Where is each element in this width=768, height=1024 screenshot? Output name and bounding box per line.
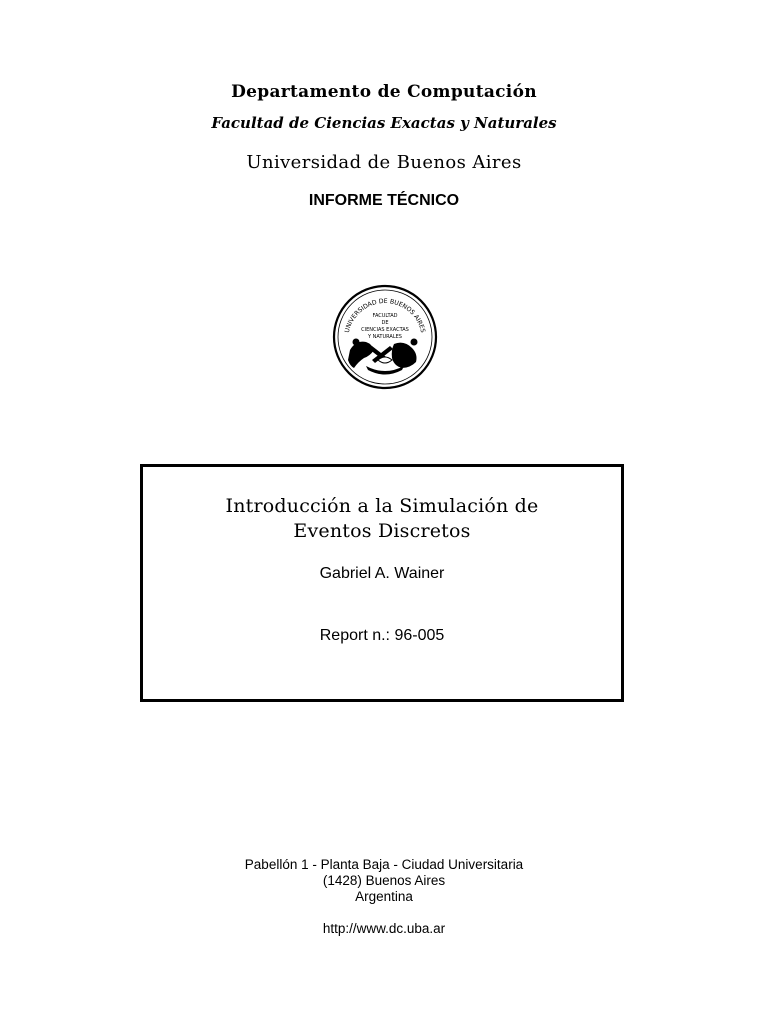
- university-seal-logo: [332, 284, 438, 390]
- report-title-box: [140, 464, 624, 702]
- address-line-3: Argentina: [355, 889, 413, 904]
- report-number: Report n.: 96-005: [319, 627, 445, 644]
- faculty-name: Facultad de Ciencias Exactas y Naturales: [211, 114, 557, 132]
- seal-center-line-4: Y NATURALES: [368, 334, 402, 340]
- seal-center-line-1: FACULTAD: [372, 313, 398, 319]
- seal-center-line-3: CIENCIAS EXACTAS: [361, 327, 409, 333]
- university-name: Universidad de Buenos Aires: [246, 152, 522, 173]
- report-author: Gabriel A. Wainer: [319, 565, 445, 582]
- seal-ring-text: UNIVERSIDAD DE BUENOS AIRES: [343, 297, 427, 334]
- seal-center-line-2: DE: [381, 320, 389, 326]
- address-line-1: Pabellón 1 - Planta Baja - Ciudad Universitaria: [244, 857, 524, 872]
- report-title-line-1: Introducción a la Simulación de: [225, 495, 539, 517]
- address-line-2: (1428) Buenos Aires: [322, 873, 446, 888]
- department-name: Departamento de Computación: [231, 82, 537, 102]
- report-type-heading: INFORME TÉCNICO: [308, 192, 460, 209]
- report-title-line-2: Eventos Discretos: [293, 520, 471, 542]
- website-url: http://www.dc.uba.ar: [322, 921, 446, 936]
